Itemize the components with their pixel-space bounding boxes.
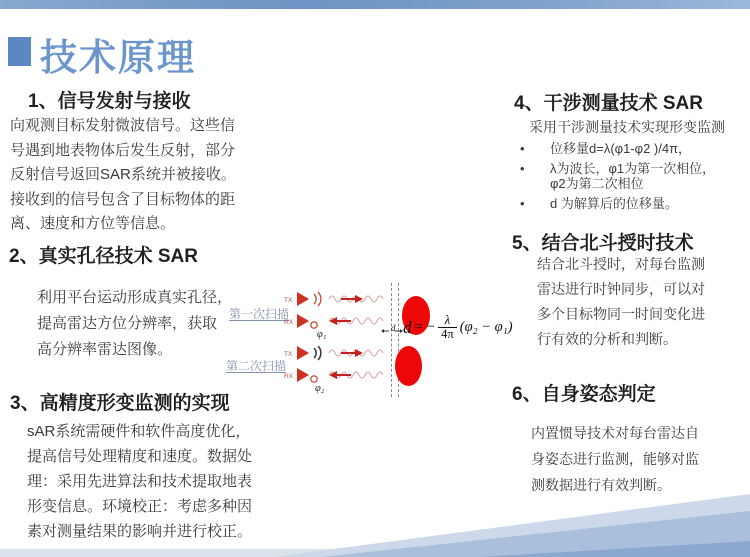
- scan-1-label: 第一次扫描: [229, 307, 290, 321]
- body-line: 提高信号处理精度和速度。数据处: [27, 448, 253, 465]
- section-6-heading: 6、自身姿态判定: [512, 384, 656, 405]
- body-line: 高分辨率雷达图像。: [37, 341, 173, 358]
- rx-horn-icon: [297, 368, 309, 382]
- body-line: 素对测量结果的影响并进行校正。: [27, 523, 253, 540]
- sound-wave-icon: [314, 346, 321, 360]
- phi-1-label: φ₁: [317, 329, 327, 340]
- formula-equals: = −: [414, 319, 436, 335]
- page-title: 技术原理: [40, 37, 196, 78]
- radar-antenna-group-1: [283, 289, 395, 335]
- body-line: 向观测目标发射微波信号。这些信: [10, 117, 236, 134]
- body-line: 测数据进行有效判断。: [531, 477, 671, 493]
- body-line: 形变信息。环境校正：考虑多种因: [27, 498, 253, 515]
- bullet-dot: •: [520, 161, 525, 176]
- bullet-text: λ为波长，φ1为第一次相位，: [550, 161, 716, 176]
- body-line: 号遇到地表物体后发生反射，部分: [10, 141, 236, 159]
- section-4-intro: 采用干涉测量技术实现形变监测: [529, 119, 725, 135]
- body-line: 结合北斗授时，对每台监测: [537, 256, 705, 272]
- top-accent-bar: [0, 0, 750, 9]
- body-line: 离、速度和方位等信息。: [10, 215, 176, 232]
- target-dot-2: [395, 346, 422, 386]
- bullet-item: [520, 161, 735, 191]
- section-5-heading: 5、结合北斗授时技术: [512, 233, 694, 254]
- sound-wave-icon: [314, 292, 321, 306]
- body-line: 内置惯导技术对每台雷达自: [531, 425, 699, 441]
- section-4-heading: 4、干涉测量技术 SAR: [514, 93, 703, 114]
- tx-horn-icon: [297, 292, 309, 306]
- bullet-item: [520, 141, 735, 156]
- interferometry-formula: [403, 314, 513, 341]
- body-line: 理：采用先进算法和技术提取地表: [27, 473, 253, 490]
- bullet-dot: •: [520, 196, 525, 211]
- section-5-body: [537, 252, 705, 352]
- bottom-decoration: [0, 477, 750, 557]
- section-1-body: [10, 114, 236, 237]
- radar-antenna-group-2: [283, 343, 395, 389]
- formula-fraction: [438, 314, 457, 341]
- section-2-body: [37, 285, 232, 363]
- body-line: 多个目标物同一时间变化进: [537, 306, 705, 322]
- section-3-heading: 3、高精度形变监测的实现: [10, 393, 230, 414]
- body-line: sAR系统需硬件和软件高度优化，: [27, 423, 251, 440]
- bullet-text: d 为解算后的位移量。: [550, 196, 678, 211]
- tx-horn-icon: [297, 346, 309, 360]
- body-line: 提高雷达方位分辨率，获取: [37, 315, 218, 332]
- rx-receiver-circle-icon: [311, 376, 317, 382]
- section-4-bullet-list: [520, 141, 735, 216]
- section-1-heading: 1、信号发射与接收: [28, 91, 191, 112]
- d-measure-label: d: [391, 323, 396, 333]
- bullet-text: 位移量d=λ(φ1-φ2 )/4π，: [550, 141, 692, 156]
- body-line: 行有效的分析和判断。: [537, 331, 677, 347]
- formula-numerator: λ: [444, 313, 451, 327]
- body-line: 身姿态进行监测，能够对监: [531, 451, 699, 467]
- body-line: 利用平台运动形成真实孔径，: [37, 289, 233, 306]
- body-line: 雷达进行时钟同步，可以对: [537, 281, 705, 297]
- scan-2-label: 第二次扫描: [226, 359, 287, 373]
- rx-horn-icon: [297, 314, 309, 328]
- phi-2-label: φ₂: [315, 383, 325, 394]
- tx-label: TX: [284, 297, 293, 304]
- title-bullet-square: [8, 37, 31, 66]
- body-line: 接收到的信号包含了目标物体的距: [10, 190, 236, 208]
- formula-phase-difference: (φ₂ − φ₁): [459, 319, 513, 335]
- formula-d: d: [403, 317, 412, 337]
- dashed-reference-line: [391, 283, 392, 397]
- tx-label: TX: [284, 351, 293, 358]
- bullet-dot: •: [520, 141, 525, 156]
- rx-label: RX: [284, 373, 294, 380]
- bullet-text: φ2为第二次相位: [550, 176, 644, 191]
- formula-denominator: 4π: [438, 327, 457, 341]
- bullet-item: [520, 196, 735, 211]
- body-line: 反射信号返回SAR系统并被接收。: [10, 166, 236, 183]
- rx-receiver-circle-icon: [311, 322, 317, 328]
- section-2-heading: 2、真实孔径技术 SAR: [9, 246, 198, 267]
- rx-label: RX: [284, 319, 294, 326]
